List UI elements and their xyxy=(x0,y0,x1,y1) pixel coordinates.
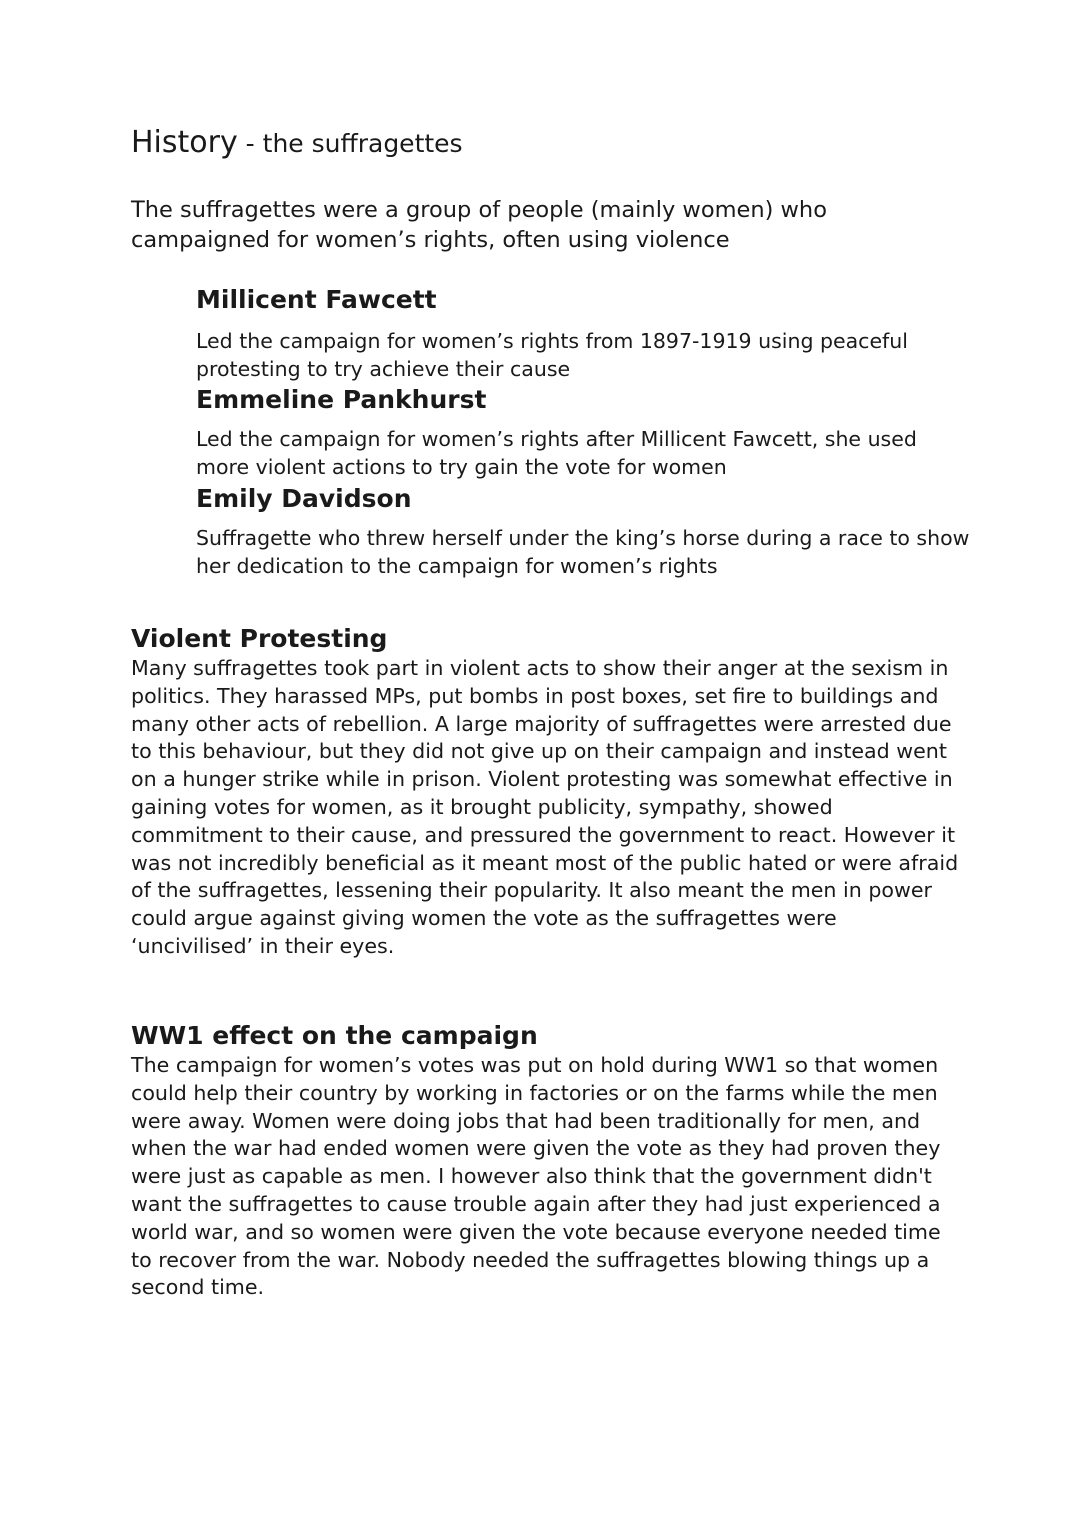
section-heading: Violent Protesting xyxy=(131,624,388,653)
section-ww1-effect xyxy=(131,1020,961,1302)
section-body: The campaign for women’s votes was put on hold during WW1 so that women could help their country by working in factories or on the farms while the men were away. Women were doing jobs that had been traditionally for men, and when the war had ended women were given the vote as they had proven they were just as capable as men. I however also think that the government didn't want the suffragettes to cause trouble again after they had just experienced a world war, and so women were given the vote because everyone needed time to recover from the war. Nobody needed the suffragettes blowing things up a second time. xyxy=(131,1053,941,1300)
page-title xyxy=(131,126,463,159)
intro-paragraph: The suffragettes were a group of people (mainly women) who campaigned for women’s rights, often using violence xyxy=(131,197,827,253)
person-name-fawcett: Millicent Fawcett xyxy=(196,285,437,314)
person-description-pankhurst: Led the campaign for women’s rights after Millicent Fawcett, she used more violent actions to try gain the vote for women xyxy=(196,427,917,479)
person-description-davidson: Suffragette who threw herself under the king’s horse during a race to show her dedication to the campaign for women’s rights xyxy=(196,526,970,578)
person-name-pankhurst: Emmeline Pankhurst xyxy=(196,385,487,414)
person-description-fawcett: Led the campaign for women’s rights from 1897-1919 using peaceful protesting to try achieve their cause xyxy=(196,329,908,381)
section-violent-protesting xyxy=(131,623,961,961)
people-list xyxy=(196,284,976,580)
page-title-main: History xyxy=(131,125,238,160)
page-title-sub: - the suffragettes xyxy=(237,129,463,158)
section-heading: WW1 effect on the campaign xyxy=(131,1021,538,1050)
person-name-davidson: Emily Davidson xyxy=(196,484,412,513)
section-body: Many suffragettes took part in violent acts to show their anger at the sexism in politics. They harassed MPs, put bombs in post boxes, set fire to buildings and many other acts of rebellion. A large majority of suffragettes were arrested due to this behaviour, but they did not give up on their campaign and instead went on a hunger strike while in prison. Violent protesting was somewhat effective in gaining votes for women, as it brought publicity, sympathy, showed commitment to their cause, and pressured the government to react. However it was not incredibly beneficial as it meant most of the public hated or were afraid of the suffragettes, lessening their popularity. It also meant the men in power could argue against giving women the vote as the suffragettes were ‘uncivilised’ in their eyes. xyxy=(131,656,959,958)
